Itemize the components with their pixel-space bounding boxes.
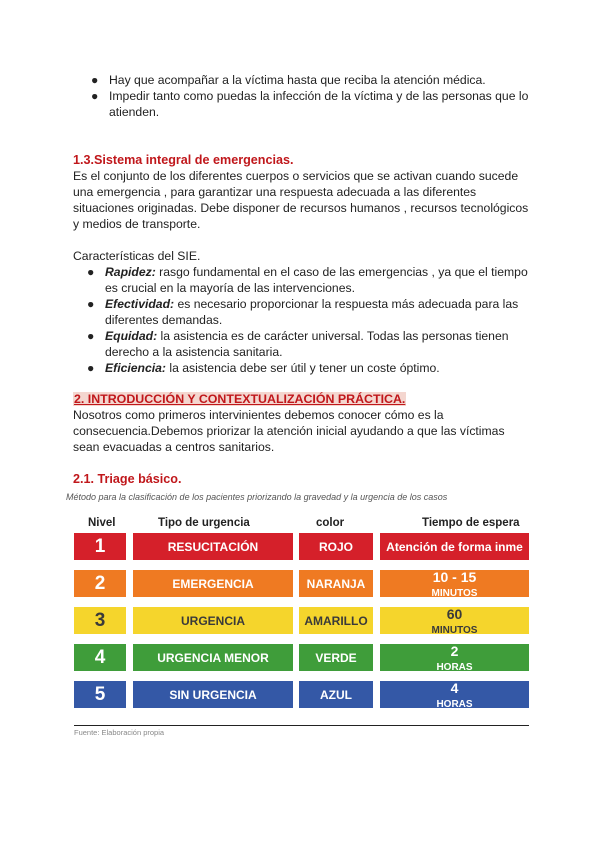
bullet-icon: ●	[91, 89, 99, 103]
section-2-paragraph: Nosotros como primeros intervinientes debemos conocer cómo es la consecuencia.Debemos priorizar la atención inicial ayudando a que las víctimas sean evacuadas a centros sanitarios.	[73, 408, 505, 454]
characteristics-list	[69, 264, 533, 376]
header-level: Nivel	[88, 517, 116, 529]
table-divider	[74, 725, 529, 726]
bullet-icon: ●	[87, 297, 95, 311]
time-cell: Atención de forma inme	[380, 533, 529, 560]
time-cell: 10 - 15 MINUTOS	[380, 570, 529, 597]
level-cell: 2	[74, 570, 126, 597]
section-2-1	[73, 471, 533, 487]
list-item: ● Equidad: la asistencia es de carácter universal. Todas las personas tienen derecho a la asistencia sanitaria.	[87, 329, 509, 359]
triage-table-figure	[66, 488, 529, 738]
table-row	[74, 570, 529, 597]
list-item: ● Rapidez: rasgo fundamental en el caso de las emergencias , ya que el tiempo es crucial en la mayoría de las intervenciones.	[87, 265, 528, 295]
bullet-icon: ●	[87, 361, 95, 375]
section-2	[73, 391, 533, 455]
list-item: ● Hay que acompañar a la víctima hasta que reciba la atención médica.	[91, 73, 486, 87]
bullet-icon: ●	[87, 329, 95, 343]
color-cell: ROJO	[299, 533, 373, 560]
color-cell: NARANJA	[299, 570, 373, 597]
type-cell: RESUCITACIÓN	[133, 533, 293, 560]
time-cell: 2 HORAS	[380, 644, 529, 671]
type-cell: URGENCIA	[133, 607, 293, 634]
section-1-3-paragraph: Es el conjunto de los diferentes cuerpos o servicios que se activan cuando sucede una emergencia , para garantizar una respuesta adecuada a las diferentes situaciones originadas. Debe disponer de recursos humanos , recursos tecnológicos y medios de transporte.	[73, 169, 529, 231]
color-cell: AMARILLO	[299, 607, 373, 634]
section-2-1-title: 2.1. Triage básico.	[73, 472, 182, 486]
section-1-3-title: 1.3.Sistema integral de emergencias.	[73, 153, 294, 167]
level-cell: 4	[74, 644, 126, 671]
section-2-title: 2. INTRODUCCIÓN Y CONTEXTUALIZACIÓN PRÁCTICA.	[74, 392, 406, 406]
type-cell: EMERGENCIA	[133, 570, 293, 597]
header-type: Tipo de urgencia	[158, 517, 250, 529]
table-row	[74, 644, 529, 671]
time-cell: 4 HORAS	[380, 681, 529, 708]
level-cell: 1	[74, 533, 126, 560]
level-cell: 3	[74, 607, 126, 634]
list-item: ● Eficiencia: la asistencia debe ser útil y tener un coste óptimo.	[87, 361, 440, 375]
color-cell: AZUL	[299, 681, 373, 708]
table-row	[74, 681, 529, 708]
time-cell: 60 MINUTOS	[380, 607, 529, 634]
type-cell: SIN URGENCIA	[133, 681, 293, 708]
table-row	[74, 533, 529, 560]
list-item: ● Efectividad: es necesario proporcionar la respuesta más adecuada para las diferentes demandas.	[87, 297, 519, 327]
color-cell: VERDE	[299, 644, 373, 671]
characteristics-intro: Características del SIE.	[73, 249, 201, 263]
level-cell: 5	[74, 681, 126, 708]
type-cell: URGENCIA MENOR	[133, 644, 293, 671]
list-item: ● Impedir tanto como puedas la infección de la víctima y de las personas que lo atienden.	[91, 89, 529, 119]
header-time: Tiempo de espera	[422, 517, 520, 529]
header-color: color	[316, 517, 345, 529]
bullet-icon: ●	[91, 73, 99, 87]
source-note: Fuente: Elaboración propia	[74, 728, 165, 737]
section-1-3	[73, 152, 533, 376]
triage-caption: Método para la clasificación de los pacientes priorizando la gravedad y la urgencia de los casos	[66, 492, 448, 502]
bullet-icon: ●	[87, 265, 95, 279]
table-row	[74, 607, 529, 634]
top-bullet-list	[73, 72, 533, 120]
